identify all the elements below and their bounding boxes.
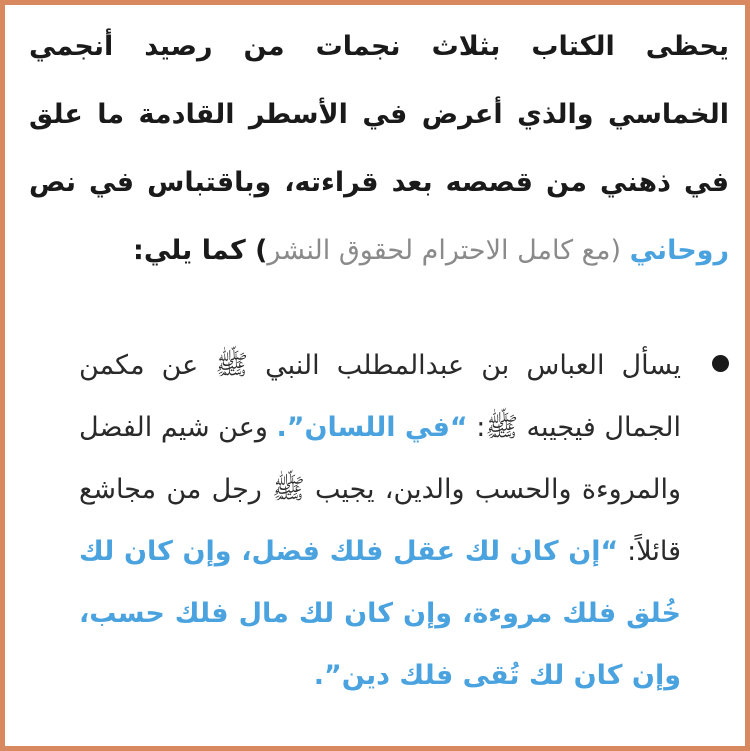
intro-suffix: كما يلي:	[133, 235, 256, 266]
bullet-icon	[712, 355, 729, 372]
quote-text-2: وعن شيم الفضل والمروءة والحسب والدين، يجيب ﷺ رجل من مجاشع قائلاً:	[79, 412, 681, 567]
open-paren: (	[610, 235, 630, 266]
article-content	[29, 13, 729, 691]
quote-text-1: يسأل العباس بن عبدالمطلب النبي ﷺ عن مكمن الجمال فيجيبه ﷺ:	[79, 350, 682, 443]
intro-text: يحظى الكتاب بثلاث نجمات من رصيد أنجمي الخماسي والذي أعرض في الأسطر القادمة ما علق في ذهني من قصصه بعد قراءته، وباقتباس في نص	[29, 31, 729, 198]
list-item	[79, 335, 729, 707]
close-paren: )	[255, 235, 268, 266]
quote-answer-2: “إن كان لك عقل فلك فضل، وإن كان لك خُلق فلك مروءة، وإن كان لك مال فلك حسب، وإن كان لك تُقى فلك دين”.	[79, 536, 681, 691]
highlight-word: روحاني	[629, 235, 729, 266]
intro-paragraph	[29, 13, 729, 285]
copyright-note: مع كامل الاحترام لحقوق النشر	[267, 235, 611, 266]
quote-list	[79, 335, 729, 707]
quote-answer-1: “في اللسان”.	[276, 412, 468, 443]
